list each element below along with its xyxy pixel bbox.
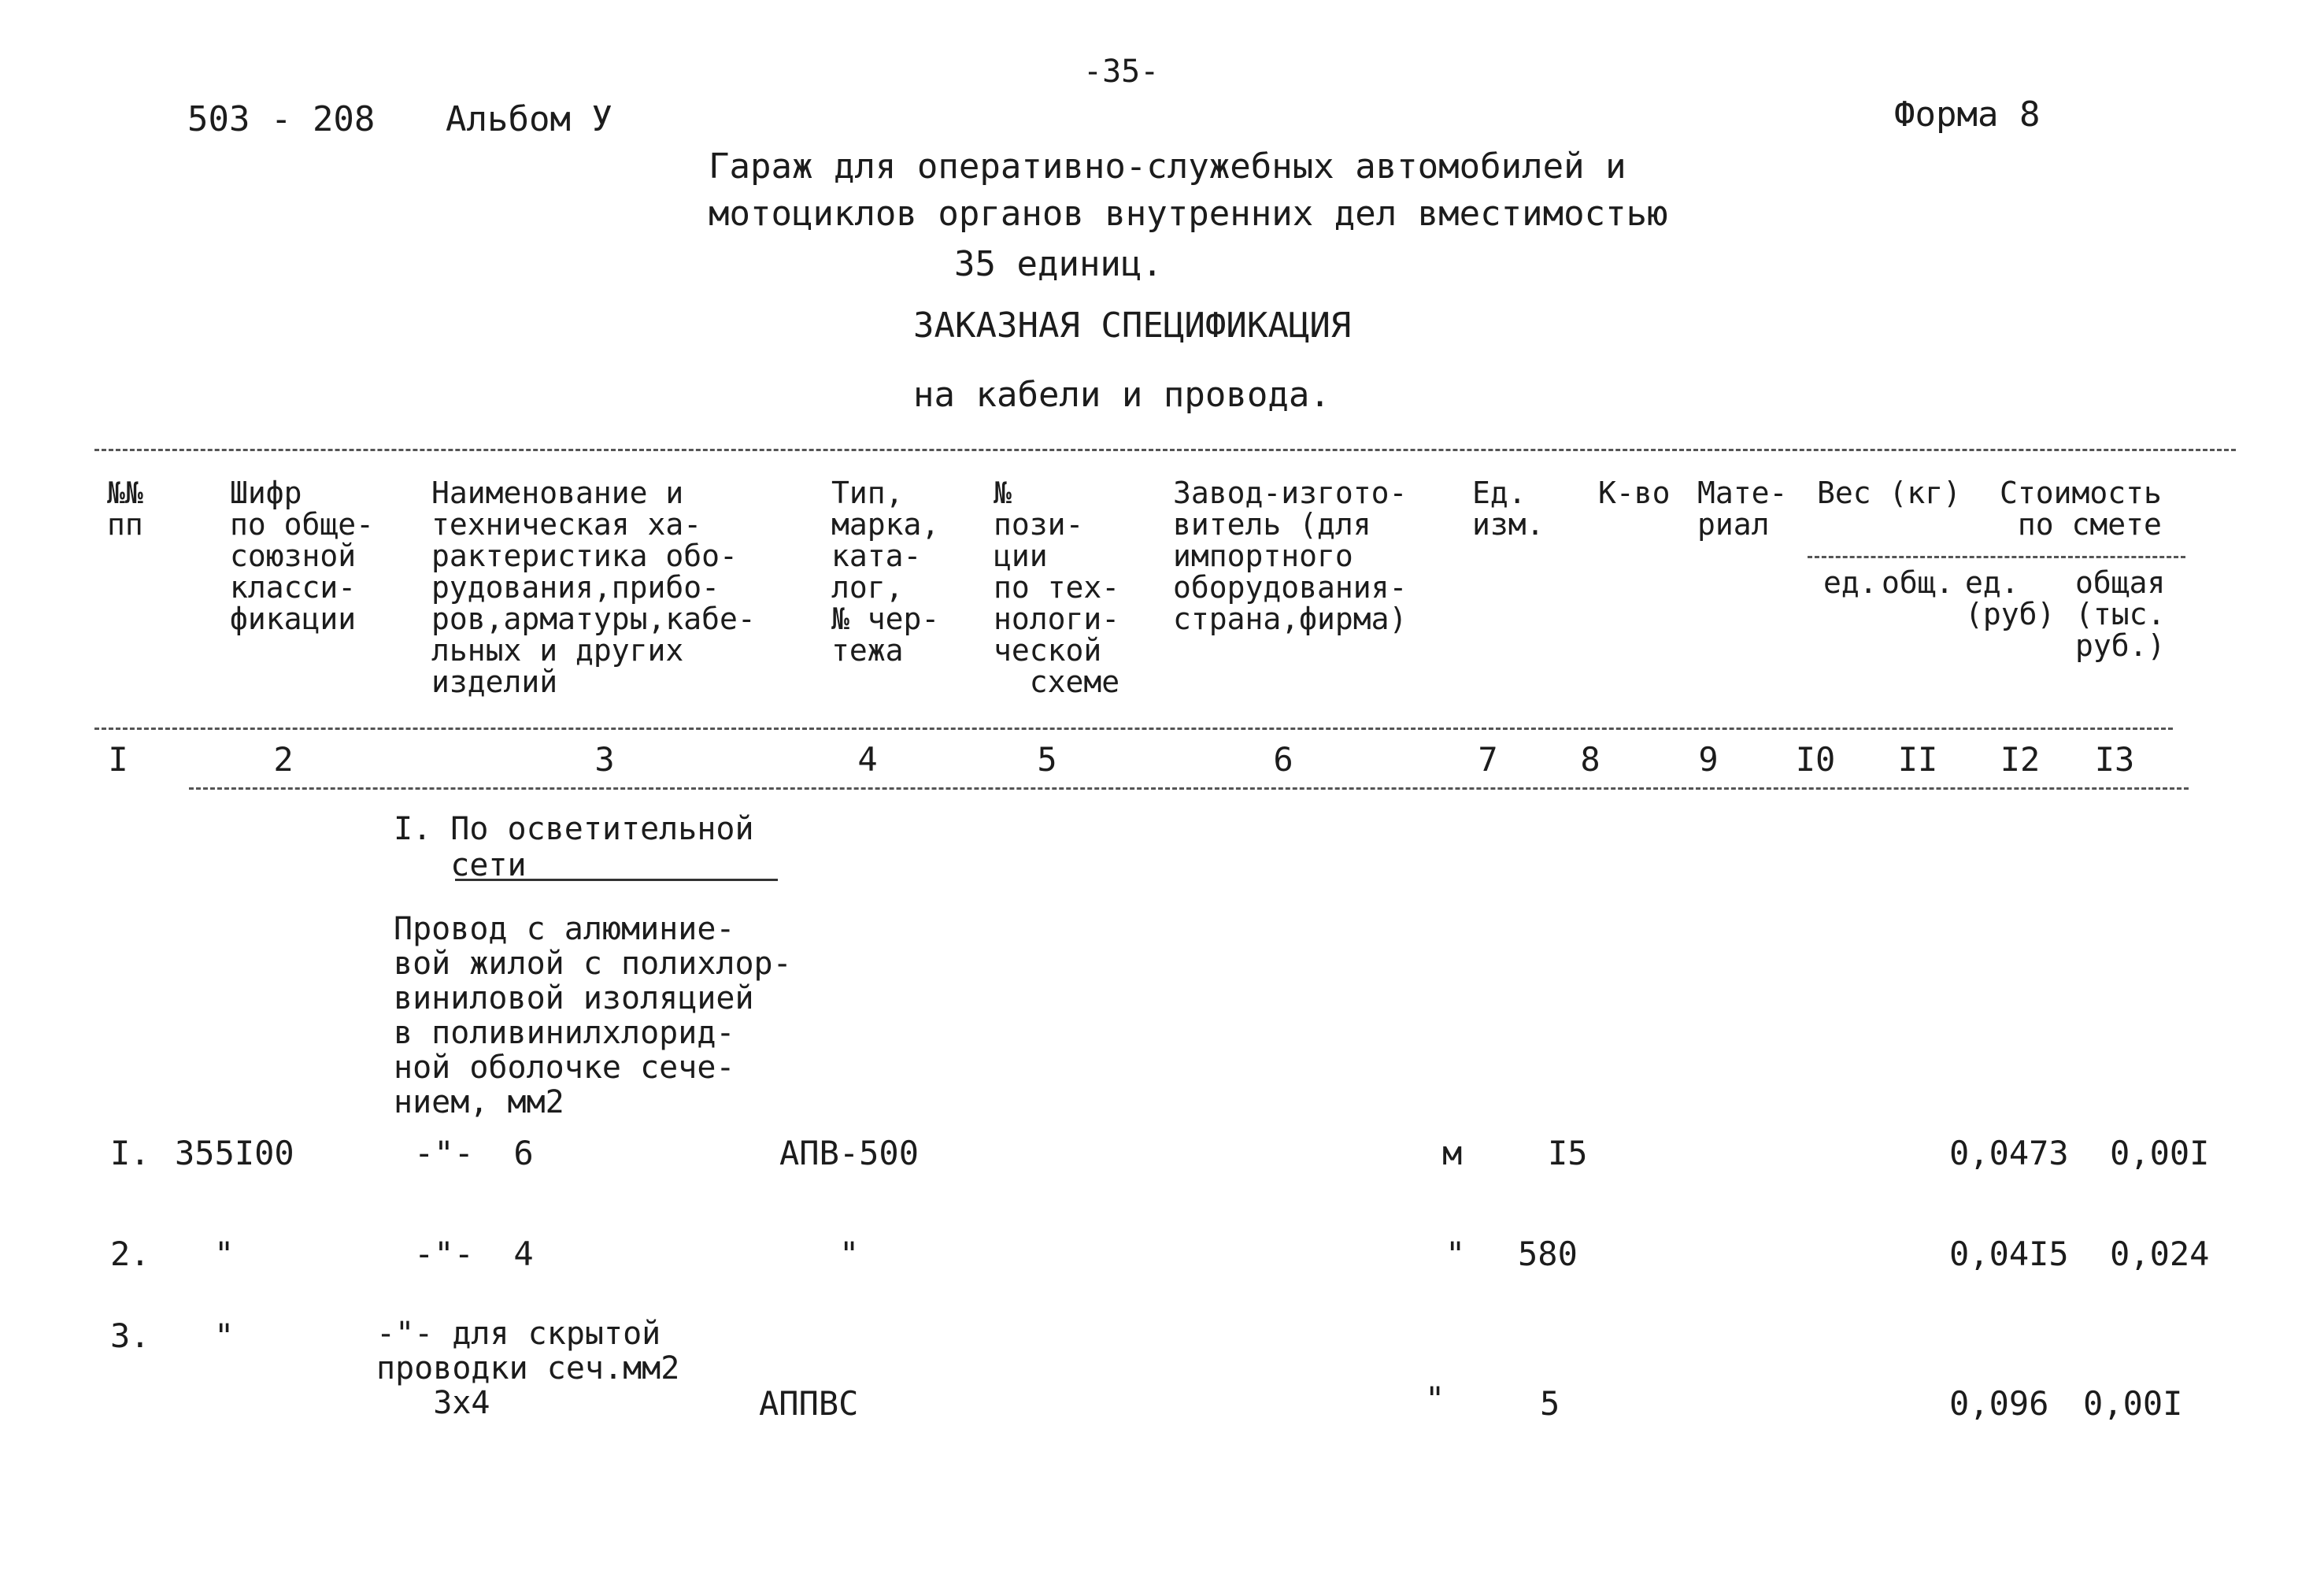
column-number-1: I (108, 740, 128, 779)
row-name: -"- 6 (414, 1134, 534, 1172)
row-quantity: I5 (1548, 1134, 1588, 1172)
column-number-13: I3 (2094, 740, 2135, 779)
header-cost-total: общая (тыс. руб.) (2075, 565, 2166, 663)
album-label: Альбом У (446, 99, 612, 139)
header-position: № пози- ции по тех- нологи- ческой схеме (994, 476, 1120, 699)
row-number: 3. (110, 1316, 150, 1355)
header-classification-code: Шифр по обще- союзной класси- фикации (230, 476, 375, 636)
title-line-3: 35 единиц. (954, 244, 1163, 284)
row-name: -"- для скрытой проводки сеч.мм2 3х4 (376, 1316, 680, 1421)
page-number: -35- (1083, 54, 1160, 90)
row-cost-total: 0,00I (2083, 1384, 2183, 1423)
column-number-2: 2 (273, 740, 294, 779)
column-number-8: 8 (1580, 740, 1601, 779)
section-title: I. По осветительной сети (394, 811, 754, 883)
row-name: -"- 4 (414, 1235, 534, 1273)
column-number-12: I2 (2000, 740, 2041, 779)
column-number-6: 6 (1273, 740, 1293, 779)
header-cost-unit: ед. (руб) (1965, 565, 2056, 631)
row-unit: " (1425, 1379, 1445, 1418)
column-number-5: 5 (1037, 740, 1057, 779)
header-weight: Вес (кг) (1817, 476, 1962, 510)
title-line-1: Гараж для оперативно-служебных автомобилей и (709, 146, 1626, 187)
header-type-mark: Тип, марка, ката- лог, № чер- тежа (831, 476, 940, 668)
row-quantity: 580 (1518, 1235, 1578, 1273)
column-number-3: 3 (594, 740, 615, 779)
document-code: 503 - 208 (187, 99, 376, 139)
row-unit: м (1442, 1134, 1463, 1172)
row-cost-unit: 0,0473 (1949, 1134, 2069, 1172)
header-bottom-rule (94, 728, 2173, 730)
title-line-2: мотоциклов органов внутренних дел вместимостью (709, 194, 1668, 234)
row-type: " (839, 1235, 860, 1273)
header-unit: Ед. изм. (1472, 476, 1545, 542)
row-number: I. (110, 1134, 150, 1172)
header-quantity: К-во (1598, 476, 1671, 510)
spec-subtitle: на кабели и провода. (913, 375, 1330, 415)
row-code: " (214, 1235, 235, 1273)
column-number-7: 7 (1478, 740, 1498, 779)
row-type: АПВ-500 (779, 1134, 920, 1172)
row-code: 355I00 (175, 1134, 294, 1172)
weight-sub-rule (1808, 556, 2185, 558)
row-cost-unit: 0,04I5 (1949, 1235, 2069, 1273)
header-row-number: №№ пп (107, 476, 143, 542)
row-cost-unit: 0,096 (1949, 1384, 2049, 1423)
row-cost-total: 0,024 (2110, 1235, 2210, 1273)
header-weight-total: общ. (1882, 565, 1954, 600)
row-unit: " (1445, 1235, 1466, 1273)
header-manufacturer: Завод-изгото- витель (для импортного оборудования- страна,фирма) (1173, 476, 1408, 636)
header-cost: Стоимость по смете (2000, 476, 2162, 542)
spec-title: ЗАКАЗНАЯ СПЕЦИФИКАЦИЯ (913, 305, 1352, 346)
row-cost-total: 0,00I (2110, 1134, 2210, 1172)
row-type: АППВС (759, 1384, 859, 1423)
row-code: " (214, 1316, 235, 1355)
table-top-rule (94, 449, 2236, 451)
column-numbers-rule (189, 787, 2189, 790)
header-name-characteristics: Наименование и техническая ха- рактеристика обо- рудования,прибо- ров,арматуры,кабе- льных и других изделий (431, 476, 756, 699)
row-quantity: 5 (1540, 1384, 1560, 1423)
section-description: Провод с алюминие- вой жилой с полихлор- виниловой изоляцией в поливинилхлорид- ной оболочке сече- нием, мм2 (394, 911, 792, 1120)
header-weight-unit: ед. (1823, 565, 1878, 600)
column-number-10: I0 (1795, 740, 1836, 779)
column-number-9: 9 (1698, 740, 1719, 779)
column-number-11: II (1897, 740, 1938, 779)
row-number: 2. (110, 1235, 150, 1273)
column-number-4: 4 (857, 740, 878, 779)
section-title-underline (455, 879, 778, 881)
form-label: Форма 8 (1894, 94, 2041, 135)
header-material: Мате- риал (1697, 476, 1788, 542)
